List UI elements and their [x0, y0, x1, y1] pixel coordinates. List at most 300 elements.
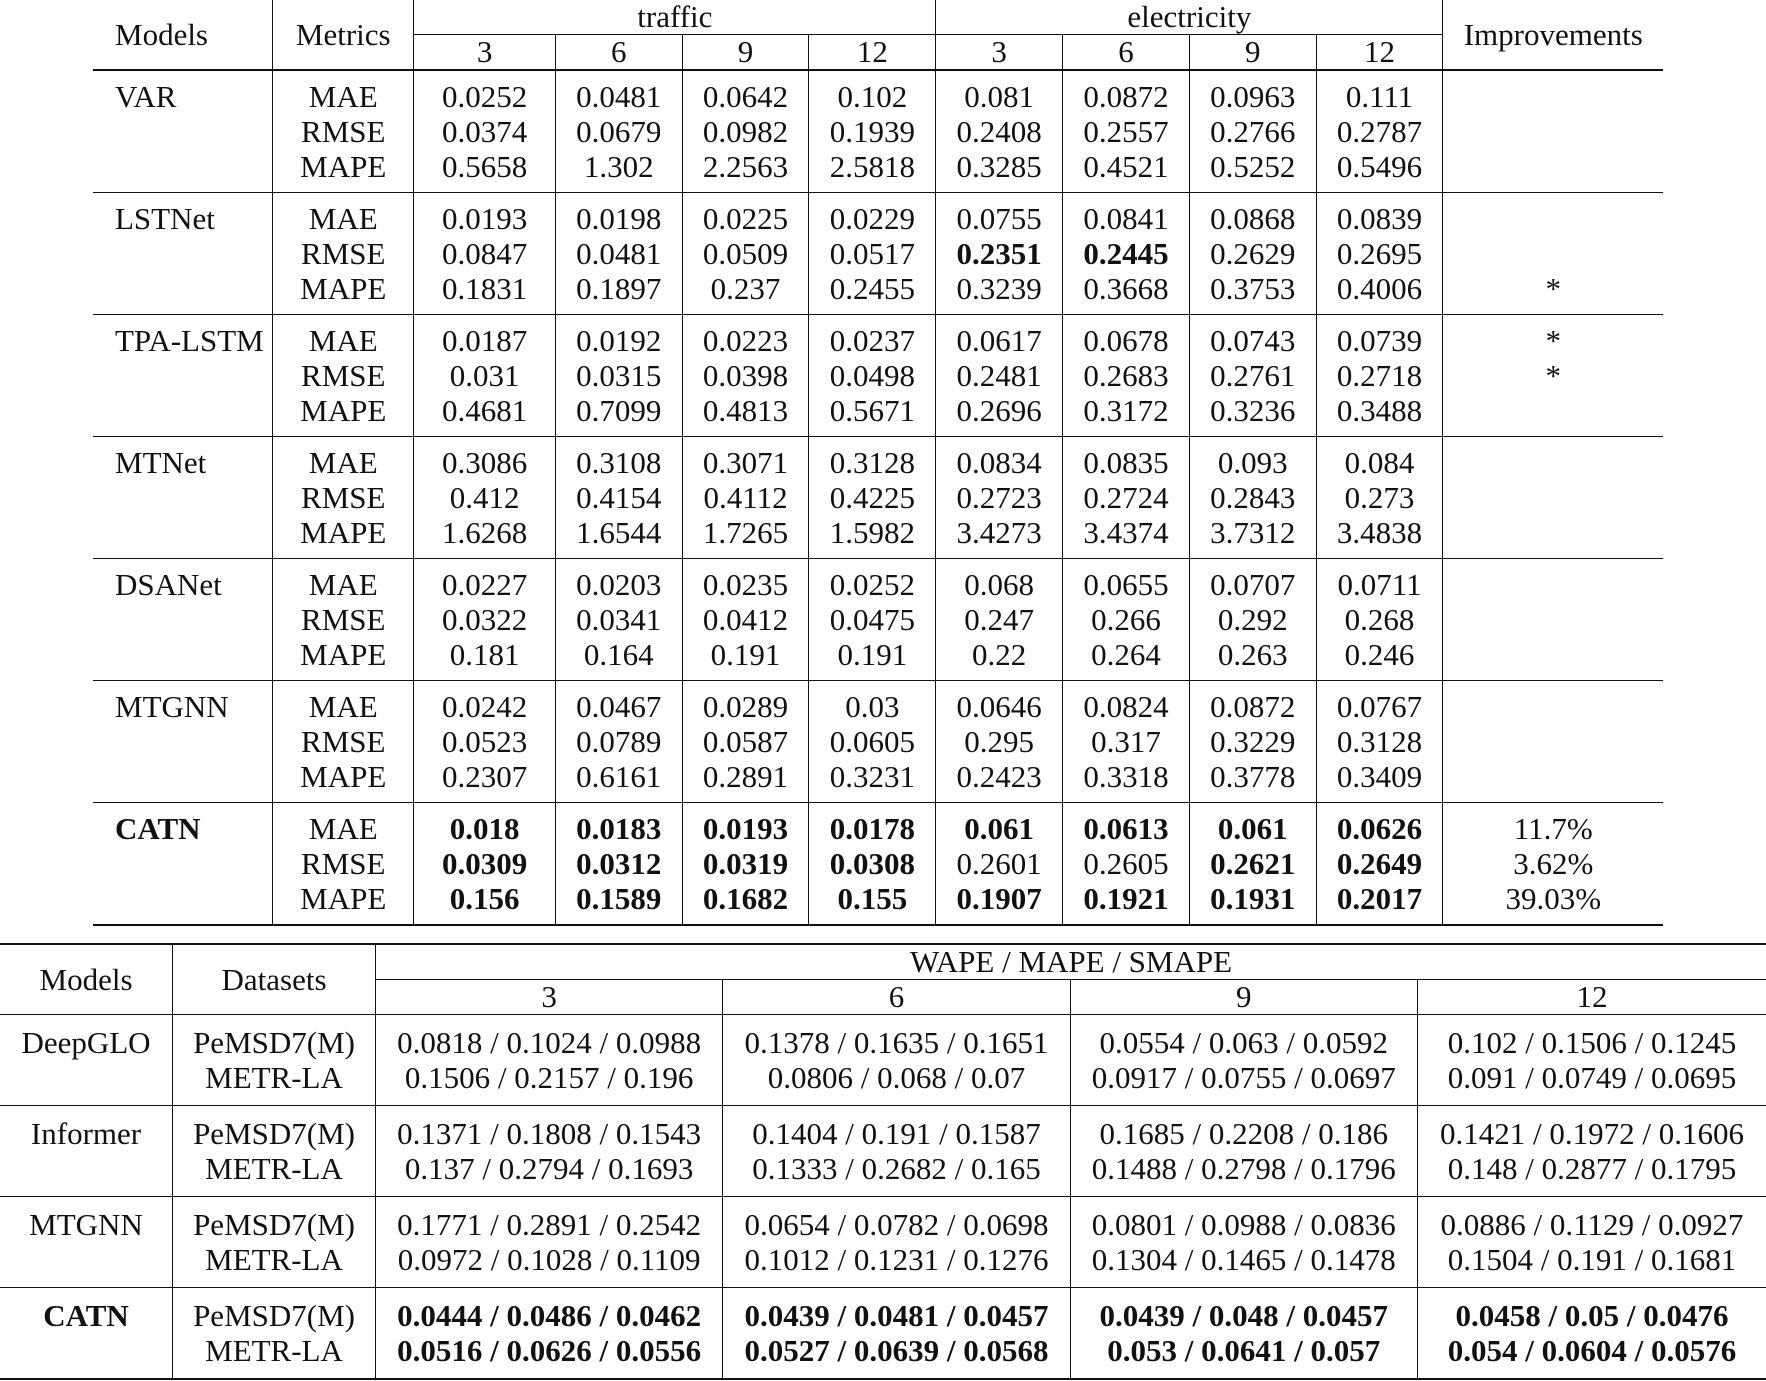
value-cell: 0.266: [1063, 602, 1190, 637]
table-row: [93, 393, 1663, 437]
value-cell: 3.4374: [1063, 515, 1190, 559]
value-cell: 0.0626: [1316, 803, 1443, 847]
value-cell: 0.093: [1189, 437, 1316, 481]
table-row: [93, 637, 1663, 681]
value-cell: 0.3409: [1316, 759, 1443, 803]
value-cell: 0.0439 / 0.048 / 0.0457: [1070, 1288, 1417, 1334]
value-cell: 0.0834: [936, 437, 1063, 481]
value-cell: 0.1012 / 0.1231 / 0.1276: [723, 1242, 1070, 1288]
value-cell: 0.3172: [1063, 393, 1190, 437]
value-cell: 1.6268: [414, 515, 555, 559]
value-cell: 0.0439 / 0.0481 / 0.0457: [723, 1288, 1070, 1334]
value-cell: 1.7265: [682, 515, 809, 559]
value-cell: 0.268: [1316, 602, 1443, 637]
value-cell: 0.246: [1316, 637, 1443, 681]
value-cell: 2.5818: [809, 149, 936, 193]
metric-name: RMSE: [273, 480, 414, 515]
value-cell: 0.0743: [1189, 315, 1316, 359]
table-row: [93, 724, 1663, 759]
model-name: CATN: [93, 803, 273, 847]
improvement-cell: *: [1545, 323, 1561, 358]
value-cell: 0.2605: [1063, 846, 1190, 881]
model-cell: [93, 881, 273, 925]
value-cell: 0.1371 / 0.1808 / 0.1543: [376, 1106, 723, 1152]
value-cell: 3.4273: [936, 515, 1063, 559]
table-row: [93, 515, 1663, 559]
model-name: MTGNN: [93, 681, 273, 725]
header-traffic: traffic: [414, 0, 936, 35]
model-cell: [0, 1333, 173, 1379]
value-cell: 0.0309: [414, 846, 555, 881]
dataset-name: METR-LA: [173, 1151, 376, 1197]
value-cell: 0.2307: [414, 759, 555, 803]
model-cell: [0, 1151, 173, 1197]
value-cell: 0.068: [936, 559, 1063, 603]
metric-name: MAPE: [273, 759, 414, 803]
value-cell: 0.0467: [555, 681, 682, 725]
value-cell: 0.3229: [1189, 724, 1316, 759]
table-row: [93, 480, 1663, 515]
value-cell: 0.2445: [1063, 236, 1190, 271]
model-name: DSANet: [93, 559, 273, 603]
value-cell: 0.031: [414, 358, 555, 393]
improvement-cell: 39.03%: [1443, 881, 1663, 925]
value-cell: 0.0617: [936, 315, 1063, 359]
table-row: [0, 1060, 1766, 1106]
value-cell: 0.0847: [414, 236, 555, 271]
model-cell: [0, 1060, 173, 1106]
value-cell: 0.2761: [1189, 358, 1316, 393]
value-cell: 0.0475: [809, 602, 936, 637]
value-cell: 0.4521: [1063, 149, 1190, 193]
dataset-name: PeMSD7(M): [173, 1106, 376, 1152]
value-cell: 0.155: [809, 881, 936, 925]
dataset-name: METR-LA: [173, 1060, 376, 1106]
improvement-cell: [1443, 149, 1663, 193]
value-cell: 0.018: [414, 803, 555, 847]
value-cell: 0.061: [1189, 803, 1316, 847]
value-cell: 0.0654 / 0.0782 / 0.0698: [723, 1197, 1070, 1243]
model-cell: [93, 149, 273, 193]
model-cell: [93, 846, 273, 881]
table-row: [93, 358, 1663, 393]
value-cell: 0.3668: [1063, 271, 1190, 315]
model-cell: [93, 271, 273, 315]
value-cell: 0.053 / 0.0641 / 0.057: [1070, 1333, 1417, 1379]
value-cell: 3.7312: [1189, 515, 1316, 559]
value-cell: 0.1931: [1189, 881, 1316, 925]
value-cell: 0.3071: [682, 437, 809, 481]
value-cell: 0.2843: [1189, 480, 1316, 515]
table1-body: [93, 70, 1663, 925]
value-cell: 0.0872: [1189, 681, 1316, 725]
metric-name: RMSE: [273, 114, 414, 149]
value-cell: 0.3128: [1316, 724, 1443, 759]
improvement-cell: [1443, 236, 1663, 271]
value-cell: 0.0252: [809, 559, 936, 603]
improvement-cell: [1443, 759, 1663, 803]
value-cell: 0.0412: [682, 602, 809, 637]
value-cell: 0.4681: [414, 393, 555, 437]
model-cell: [93, 114, 273, 149]
value-cell: 0.4813: [682, 393, 809, 437]
value-cell: 0.0841: [1063, 193, 1190, 237]
value-cell: 0.1589: [555, 881, 682, 925]
value-cell: 0.0767: [1316, 681, 1443, 725]
value-cell: 2.2563: [682, 149, 809, 193]
value-cell: 0.0242: [414, 681, 555, 725]
value-cell: 0.2455: [809, 271, 936, 315]
model-cell: [93, 393, 273, 437]
value-cell: 0.4225: [809, 480, 936, 515]
value-cell: 0.263: [1189, 637, 1316, 681]
metric-name: MAPE: [273, 271, 414, 315]
metric-name: MAE: [273, 681, 414, 725]
value-cell: 0.0872: [1063, 70, 1190, 114]
value-cell: 0.0319: [682, 846, 809, 881]
header-horizon: 12: [1417, 980, 1766, 1015]
value-cell: 0.102 / 0.1506 / 0.1245: [1447, 1025, 1737, 1060]
value-cell: 0.102: [809, 70, 936, 114]
value-cell: 0.0707: [1189, 559, 1316, 603]
table-row: [93, 559, 1663, 603]
value-cell: 0.0193: [414, 193, 555, 237]
value-cell: 0.1685 / 0.2208 / 0.186: [1070, 1106, 1417, 1152]
value-cell: 0.0789: [555, 724, 682, 759]
value-cell: 0.5252: [1189, 149, 1316, 193]
model-cell: [93, 515, 273, 559]
value-cell: 0.0982: [682, 114, 809, 149]
value-cell: 0.164: [555, 637, 682, 681]
value-cell: 0.1907: [936, 881, 1063, 925]
table-row: [0, 1106, 1766, 1152]
value-cell: 0.7099: [555, 393, 682, 437]
improvement-cell: *: [1443, 271, 1663, 315]
header-horizon: 6: [555, 35, 682, 71]
value-cell: 0.137 / 0.2794 / 0.1693: [376, 1151, 723, 1197]
value-cell: 0.5496: [1316, 149, 1443, 193]
improvement-cell: [1443, 724, 1663, 759]
improvement-cell: [1443, 559, 1663, 603]
dataset-name: PeMSD7(M): [173, 1197, 376, 1243]
value-cell: 0.0523: [414, 724, 555, 759]
value-cell: 0.1421 / 0.1972 / 0.1606: [1439, 1116, 1744, 1151]
value-cell: 0.0517: [809, 236, 936, 271]
dataset-name: METR-LA: [173, 1333, 376, 1379]
value-cell: 0.191: [809, 637, 936, 681]
value-cell: 0.3285: [936, 149, 1063, 193]
metric-name: RMSE: [273, 236, 414, 271]
header-wape-mape-smape: WAPE / MAPE / SMAPE: [376, 944, 1766, 980]
value-cell: 0.3239: [936, 271, 1063, 315]
metric-name: MAPE: [273, 149, 414, 193]
value-cell: 0.054 / 0.0604 / 0.0576: [1417, 1333, 1766, 1379]
header-metrics: Metrics: [273, 0, 414, 70]
value-cell: 0.412: [414, 480, 555, 515]
value-cell: 0.0613: [1063, 803, 1190, 847]
value-cell: 0.237: [682, 271, 809, 315]
metric-name: MAPE: [273, 393, 414, 437]
value-cell: 0.2723: [936, 480, 1063, 515]
table-row: [93, 602, 1663, 637]
improvement-cell: [1443, 437, 1663, 481]
model-name: MTNet: [93, 437, 273, 481]
value-cell: 0.3236: [1189, 393, 1316, 437]
metric-name: MAE: [273, 803, 414, 847]
value-cell: 0.1939: [809, 114, 936, 149]
metric-name: MAE: [273, 315, 414, 359]
value-cell: 0.2408: [936, 114, 1063, 149]
model-cell: [93, 637, 273, 681]
header-improvements: Improvements: [1443, 0, 1663, 70]
header-horizon: 9: [1070, 980, 1417, 1015]
value-cell: 0.0315: [555, 358, 682, 393]
value-cell: 1.302: [555, 149, 682, 193]
value-cell: 0.148 / 0.2877 / 0.1795: [1417, 1151, 1766, 1197]
metric-name: MAPE: [273, 515, 414, 559]
header-datasets: Datasets: [173, 944, 376, 1015]
value-cell: 0.0192: [555, 315, 682, 359]
value-cell: 0.0481: [555, 236, 682, 271]
table-row: [0, 1333, 1766, 1379]
value-cell: 0.0252: [414, 70, 555, 114]
value-cell: 0.1488 / 0.2798 / 0.1796: [1070, 1151, 1417, 1197]
value-cell: 0.0818 / 0.1024 / 0.0988: [376, 1015, 723, 1061]
value-cell: 1.6544: [555, 515, 682, 559]
value-cell: 0.0198: [555, 193, 682, 237]
value-cell: 0.273: [1316, 480, 1443, 515]
value-cell: 0.0972 / 0.1028 / 0.1109: [376, 1242, 723, 1288]
metric-name: RMSE: [273, 358, 414, 393]
value-cell: 0.0444 / 0.0486 / 0.0462: [376, 1288, 723, 1334]
value-cell: 0.091 / 0.0749 / 0.0695: [1417, 1060, 1766, 1106]
value-cell: 0.1897: [555, 271, 682, 315]
table-row: [93, 881, 1663, 925]
value-cell: 0.0312: [555, 846, 682, 881]
value-cell: 0.1921: [1063, 881, 1190, 925]
improvement-cell: 11.7%: [1513, 811, 1593, 846]
value-cell: 0.3488: [1316, 393, 1443, 437]
value-cell: 0.2766: [1189, 114, 1316, 149]
value-cell: 0.2017: [1316, 881, 1443, 925]
table-row: [0, 1242, 1766, 1288]
value-cell: 0.5658: [414, 149, 555, 193]
value-cell: 0.0227: [414, 559, 555, 603]
header-models: Models: [0, 944, 173, 1015]
model-cell: [93, 759, 273, 803]
value-cell: 0.317: [1063, 724, 1190, 759]
value-cell: 0.0203: [555, 559, 682, 603]
value-cell: 0.1304 / 0.1465 / 0.1478: [1070, 1242, 1417, 1288]
value-cell: 0.0963: [1189, 70, 1316, 114]
value-cell: 0.1831: [414, 271, 555, 315]
table-row: [93, 70, 1663, 114]
value-cell: 0.1771 / 0.2891 / 0.2542: [376, 1197, 723, 1243]
improvement-cell: [1443, 681, 1663, 725]
value-cell: 0.1404 / 0.191 / 0.1587: [723, 1106, 1070, 1152]
value-cell: 0.0481: [555, 70, 682, 114]
table-row: [93, 846, 1663, 881]
header-horizon: 3: [414, 35, 555, 71]
improvement-cell: [1443, 637, 1663, 681]
value-cell: 0.4154: [555, 480, 682, 515]
table-row: [93, 193, 1663, 237]
header-horizon: 9: [682, 35, 809, 71]
value-cell: 0.0868: [1189, 193, 1316, 237]
improvement-cell: [1443, 602, 1663, 637]
value-cell: 0.6161: [555, 759, 682, 803]
value-cell: 0.1333 / 0.2682 / 0.165: [723, 1151, 1070, 1197]
value-cell: 0.264: [1063, 637, 1190, 681]
value-cell: 0.2601: [936, 846, 1063, 881]
header-horizon: 3: [936, 35, 1063, 71]
value-cell: 0.3778: [1189, 759, 1316, 803]
value-cell: 0.0498: [809, 358, 936, 393]
table-row: [0, 1015, 1766, 1061]
value-cell: 0.0839: [1316, 193, 1443, 237]
results-table-traffic-electricity: [93, 0, 1663, 926]
header-horizon: 6: [1063, 35, 1190, 71]
metric-name: MAPE: [273, 637, 414, 681]
value-cell: 0.2629: [1189, 236, 1316, 271]
value-cell: 0.3108: [555, 437, 682, 481]
value-cell: 0.0183: [555, 803, 682, 847]
improvement-cell: [1443, 193, 1663, 237]
table-row: [93, 271, 1663, 315]
table-row: [93, 149, 1663, 193]
value-cell: 0.0527 / 0.0639 / 0.0568: [723, 1333, 1070, 1379]
value-cell: 0.061: [936, 803, 1063, 847]
value-cell: 0.2481: [936, 358, 1063, 393]
metric-name: RMSE: [273, 846, 414, 881]
model-name: TPA-LSTM: [93, 315, 273, 359]
improvement-cell: 3.62%: [1513, 846, 1594, 881]
value-cell: 0.0739: [1316, 315, 1443, 359]
value-cell: 0.4006: [1316, 271, 1443, 315]
value-cell: 0.03: [809, 681, 936, 725]
table-row: [93, 437, 1663, 481]
value-cell: 0.0801 / 0.0988 / 0.0836: [1070, 1197, 1417, 1243]
value-cell: 0.0655: [1063, 559, 1190, 603]
metric-name: MAE: [273, 559, 414, 603]
value-cell: 0.0509: [682, 236, 809, 271]
value-cell: 0.191: [682, 637, 809, 681]
value-cell: 0.0554 / 0.063 / 0.0592: [1070, 1015, 1417, 1061]
value-cell: 0.0187: [414, 315, 555, 359]
value-cell: 0.1506 / 0.2157 / 0.196: [376, 1060, 723, 1106]
value-cell: 0.2787: [1316, 114, 1443, 149]
model-name: VAR: [93, 70, 273, 114]
value-cell: 0.2649: [1316, 846, 1443, 881]
value-cell: 3.4838: [1316, 515, 1443, 559]
value-cell: 0.0223: [682, 315, 809, 359]
value-cell: 0.0917 / 0.0755 / 0.0697: [1070, 1060, 1417, 1106]
model-name: Informer: [0, 1106, 173, 1152]
value-cell: 0.0835: [1063, 437, 1190, 481]
value-cell: 0.0235: [682, 559, 809, 603]
value-cell: 0.295: [936, 724, 1063, 759]
value-cell: 0.2557: [1063, 114, 1190, 149]
value-cell: 0.22: [936, 637, 1063, 681]
value-cell: 0.0178: [809, 803, 936, 847]
value-cell: 0.0646: [936, 681, 1063, 725]
metric-name: MAPE: [273, 881, 414, 925]
value-cell: 0.3318: [1063, 759, 1190, 803]
metric-name: MAE: [273, 70, 414, 114]
value-cell: 0.0824: [1063, 681, 1190, 725]
value-cell: 0.0516 / 0.0626 / 0.0556: [376, 1333, 723, 1379]
value-cell: 0.0711: [1316, 559, 1443, 603]
value-cell: 0.081: [936, 70, 1063, 114]
table-row: [93, 114, 1663, 149]
metric-name: RMSE: [273, 602, 414, 637]
header-models: Models: [93, 0, 273, 70]
model-cell: [93, 236, 273, 271]
header-horizon: 3: [376, 980, 723, 1015]
header-horizon: 6: [723, 980, 1070, 1015]
dataset-name: PeMSD7(M): [173, 1288, 376, 1334]
dataset-name: METR-LA: [173, 1242, 376, 1288]
value-cell: 1.5982: [809, 515, 936, 559]
value-cell: 0.0289: [682, 681, 809, 725]
improvement-cell: [1443, 393, 1663, 437]
table-row: [93, 315, 1663, 359]
value-cell: 0.0341: [555, 602, 682, 637]
value-cell: 0.0229: [809, 193, 936, 237]
value-cell: 0.2695: [1316, 236, 1443, 271]
improvement-cell: [1443, 480, 1663, 515]
value-cell: 0.0193: [682, 803, 809, 847]
improvement-cell: [1443, 114, 1663, 149]
value-cell: 0.3128: [809, 437, 936, 481]
improvement-cell: [1443, 70, 1663, 114]
value-cell: 0.247: [936, 602, 1063, 637]
dataset-name: PeMSD7(M): [173, 1015, 376, 1061]
value-cell: 0.0225: [682, 193, 809, 237]
value-cell: 0.084: [1316, 437, 1443, 481]
table-row: [93, 803, 1663, 847]
value-cell: 0.292: [1189, 602, 1316, 637]
model-name: CATN: [0, 1288, 173, 1334]
value-cell: 0.1378 / 0.1635 / 0.1651: [723, 1015, 1070, 1061]
header-electricity: electricity: [936, 0, 1443, 35]
value-cell: 0.1682: [682, 881, 809, 925]
model-cell: [93, 358, 273, 393]
value-cell: 0.1504 / 0.191 / 0.1681: [1417, 1242, 1766, 1288]
value-cell: 0.0458 / 0.05 / 0.0476: [1455, 1298, 1729, 1333]
value-cell: 0.2891: [682, 759, 809, 803]
value-cell: 0.2423: [936, 759, 1063, 803]
value-cell: 0.4112: [682, 480, 809, 515]
value-cell: 0.3753: [1189, 271, 1316, 315]
value-cell: 0.0755: [936, 193, 1063, 237]
table-row: [93, 759, 1663, 803]
value-cell: 0.0679: [555, 114, 682, 149]
table-row: [93, 236, 1663, 271]
value-cell: 0.0237: [809, 315, 936, 359]
model-cell: [0, 1242, 173, 1288]
header-horizon: 12: [809, 35, 936, 71]
model-name: LSTNet: [93, 193, 273, 237]
results-table-wape-mape-smape: [0, 943, 1766, 1380]
value-cell: 0.2696: [936, 393, 1063, 437]
value-cell: 0.0642: [682, 70, 809, 114]
table-row: [0, 1151, 1766, 1197]
value-cell: 0.2718: [1316, 358, 1443, 393]
model-cell: [93, 724, 273, 759]
metric-name: MAE: [273, 437, 414, 481]
table-row: [93, 681, 1663, 725]
